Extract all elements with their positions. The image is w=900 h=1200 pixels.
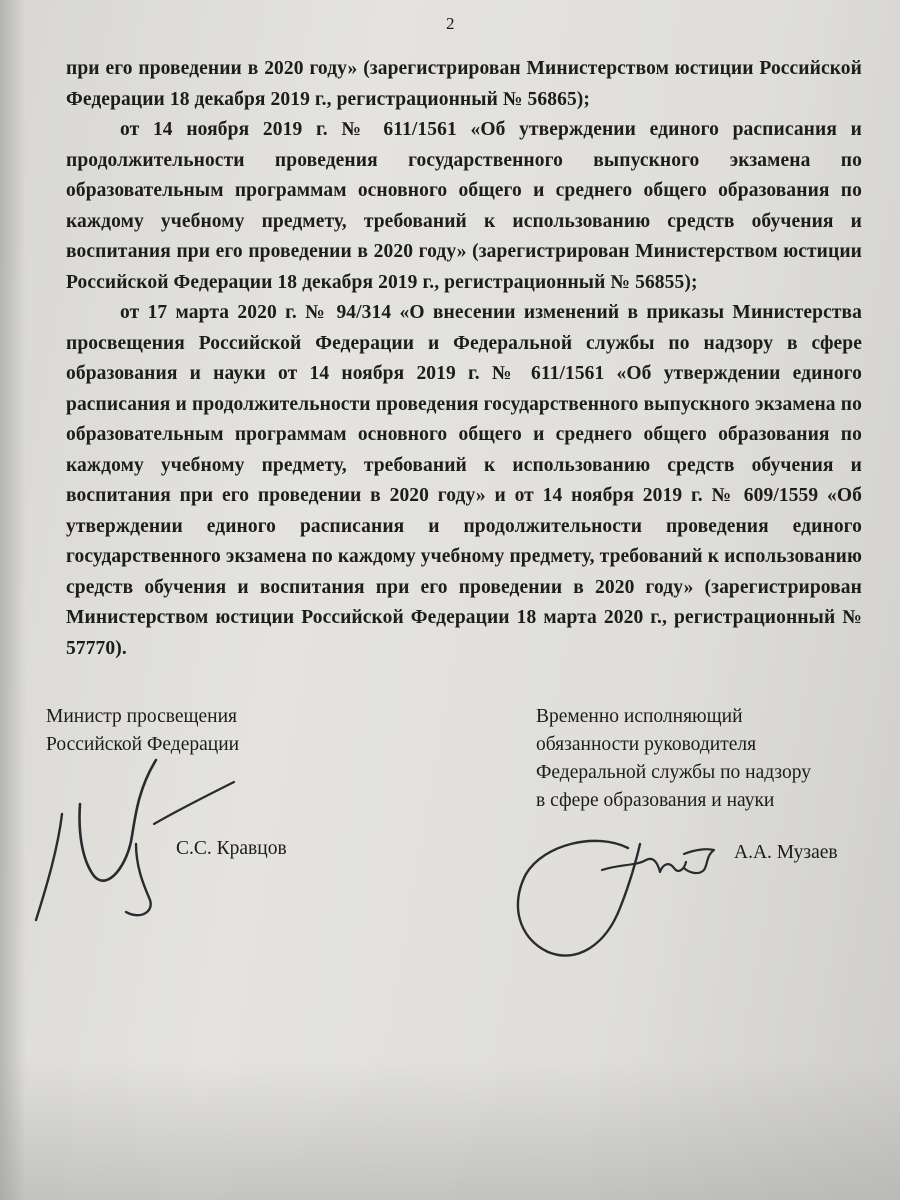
signatory-right-title-line: Временно исполняющий — [536, 706, 743, 727]
signature-left — [28, 752, 248, 932]
page-number: 2 — [446, 14, 455, 33]
signatory-left-title-line: Российской Федерации — [46, 734, 240, 755]
signature-right — [508, 826, 748, 966]
page-shadow-left — [0, 0, 26, 1200]
signatory-left-title — [46, 703, 366, 759]
signatory-left-name: С.С. Кравцов — [176, 838, 287, 859]
page-shadow-bottom — [0, 1060, 900, 1200]
signatory-left-title-line: Министр просвещения — [46, 706, 238, 727]
signatory-right-title-line: в сфере образования и науки — [536, 790, 775, 811]
paragraph-continuation: при его проведении в 2020 году» (зарегистрирован Министерством юстиции Российской Федерации 18 декабря 2019 г., регистрационный № 56865); — [66, 58, 862, 110]
signatory-right-name: А.А. Музаев — [734, 842, 838, 863]
document-body — [66, 54, 862, 664]
signatory-right-title — [536, 703, 876, 815]
signatory-right-title-line: Федеральной службы по надзору — [536, 762, 811, 783]
paragraph-order-611-1561: от 14 ноября 2019 г. № 611/1561 «Об утверждении единого расписания и продолжительности проведения государственного выпускного экзамена по образовательным программам основного общего и среднего общего образования по каждому учебному предмету, требований к использованию средств обучения и воспитания при его проведении в 2020 году» (зарегистрирован Министерством юстиции Российской Федерации 18 декабря 2019 г., регистрационный № 56855); — [66, 119, 862, 293]
signatory-right-title-line: обязанности руководителя — [536, 734, 757, 755]
paragraph-order-94-314: от 17 марта 2020 г. № 94/314 «О внесении изменений в приказы Министерства просвещения Российской Федерации и Федеральной службы по надзору в сфере образования и науки от 14 ноября 2019 г. № 611/1561 «Об утверждении единого расписания и продолжительности проведения государственного выпускного экзамена по образовательным программам основного общего и среднего общего образования по каждому учебному предмету, требований к использованию средств обучения и воспитания при его проведении в 2020 году» и от 14 ноября 2019 г. № 609/1559 «Об утверждении единого расписания и продолжительности проведения единого государственного экзамена по каждому учебному предмету, требований к использованию средств обучения и воспитания при его проведении в 2020 году» (зарегистрирован Министерством юстиции Российской Федерации 18 марта 2020 г., регистрационный № 57770). — [66, 302, 862, 659]
